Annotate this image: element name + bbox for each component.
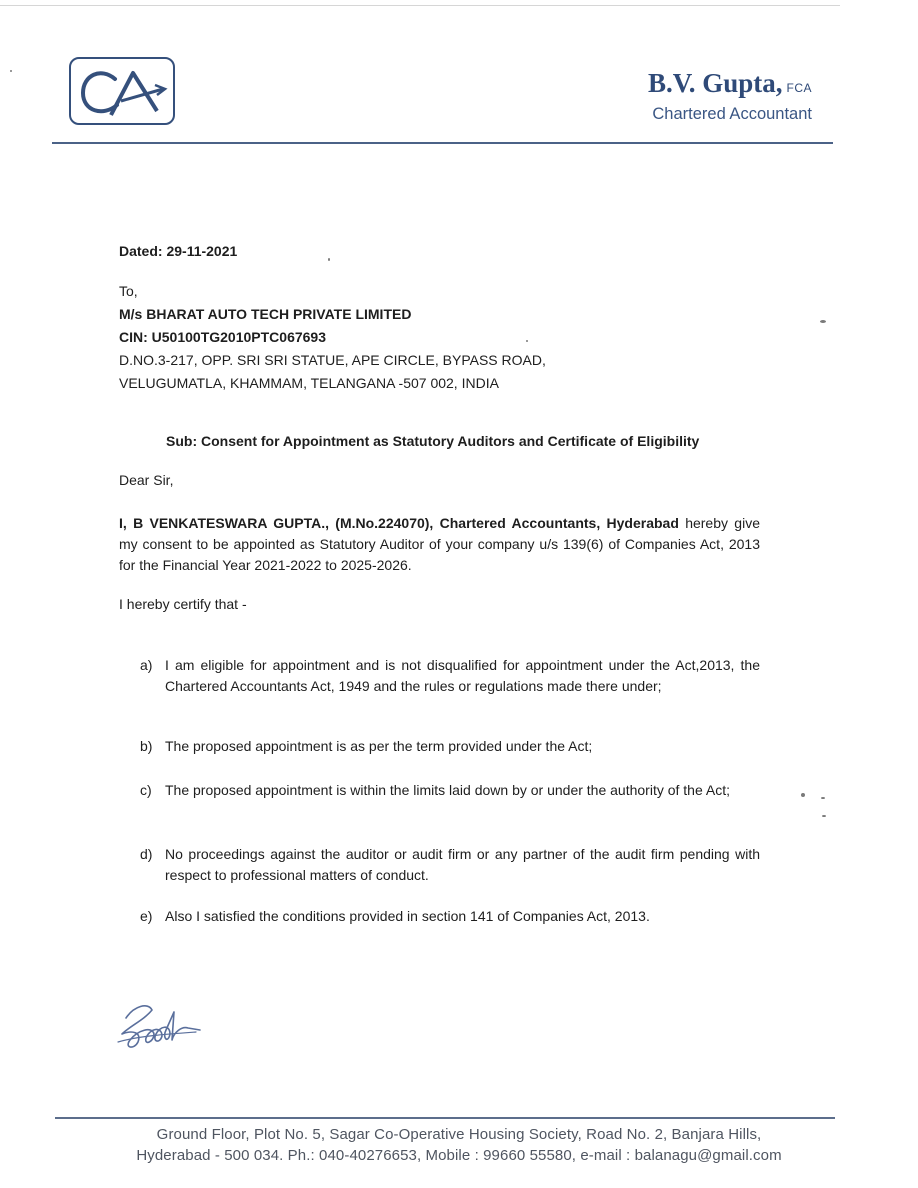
firm-role: Chartered Accountant — [652, 105, 812, 123]
firm-name-text: B.V. Gupta, — [647, 68, 783, 98]
company-cin: CIN: U50100TG2010PTC067693 — [119, 329, 327, 345]
scan-speck — [526, 340, 528, 342]
certify-line: I hereby certify that - — [119, 596, 247, 612]
address-line-1: D.NO.3-217, OPP. SRI SRI STATUE, APE CIRCLE, BYPASS ROAD, — [119, 352, 546, 368]
item-text: The proposed appointment is within the limits laid down by or under the authority of the Act; — [165, 782, 730, 798]
signature — [108, 990, 218, 1060]
ca-logo-mark — [71, 59, 177, 127]
item-text: Also I satisfied the conditions provided in section 141 of Companies Act, 2013. — [165, 908, 650, 924]
scan-speck — [801, 793, 805, 797]
company-name: M/s BHARAT AUTO TECH PRIVATE LIMITED — [119, 306, 412, 322]
dated-label: Dated: — [119, 243, 163, 259]
list-item — [140, 655, 760, 697]
ca-logo — [69, 57, 175, 125]
footer-address — [0, 1124, 918, 1166]
scan-speck — [328, 258, 330, 261]
consent-name: I, B VENKATESWARA GUPTA., (M.No.224070), Chartered Accountants, Hyderabad — [119, 515, 679, 531]
consent-paragraph — [119, 513, 760, 576]
firm-block — [648, 68, 812, 124]
top-edge-line — [0, 5, 840, 6]
item-text: The proposed appointment is as per the term provided under the Act; — [165, 738, 593, 754]
item-label: a) — [140, 657, 153, 673]
list-item — [140, 906, 760, 927]
scan-speck — [10, 70, 12, 72]
dated-line — [119, 241, 237, 262]
subject-line: Sub: Consent for Appointment as Statutory Auditors and Certificate of Eligibility — [166, 433, 700, 449]
scan-speck — [820, 320, 826, 323]
item-label: b) — [140, 738, 153, 754]
list-item — [140, 844, 760, 886]
footer-rule — [55, 1117, 835, 1119]
to-line: To, — [119, 283, 138, 299]
dated-value: 29-11-2021 — [166, 243, 238, 259]
salutation: Dear Sir, — [119, 472, 174, 488]
address-line-2: VELUGUMATLA, KHAMMAM, TELANGANA -507 002, INDIA — [119, 375, 499, 391]
scan-speck — [821, 797, 825, 799]
scan-speck — [822, 815, 826, 817]
recipient-address — [119, 281, 546, 396]
header-rule — [52, 142, 833, 144]
firm-name — [648, 68, 812, 103]
item-text: I am eligible for appointment and is not disqualified for appointment under the Act,2013, the Chartered Accountants Act, 1949 and the rules or regulations made there under; — [165, 657, 760, 694]
footer-line-2: Hyderabad - 500 034. Ph.: 040-40276653, Mobile : 99660 55580, e-mail : balanagu@gmail.com — [136, 1147, 782, 1164]
list-item — [140, 736, 760, 757]
item-label: d) — [140, 846, 153, 862]
firm-suffix: FCA — [786, 81, 812, 95]
list-item — [140, 780, 760, 801]
consent-text: hereby give my consent to be appointed as Statutory Auditor of your company u/s 139(6) of Companies Act, 2013 for the Financial Year 2021-2022 to 2025-2026. — [119, 515, 760, 573]
footer-line-1: Ground Floor, Plot No. 5, Sagar Co-Operative Housing Society, Road No. 2, Banjara Hills, — [156, 1126, 762, 1143]
item-label: e) — [140, 908, 153, 924]
item-text: No proceedings against the auditor or audit firm or any partner of the audit firm pending with respect to professional matters of conduct. — [165, 846, 760, 883]
item-label: c) — [140, 782, 152, 798]
